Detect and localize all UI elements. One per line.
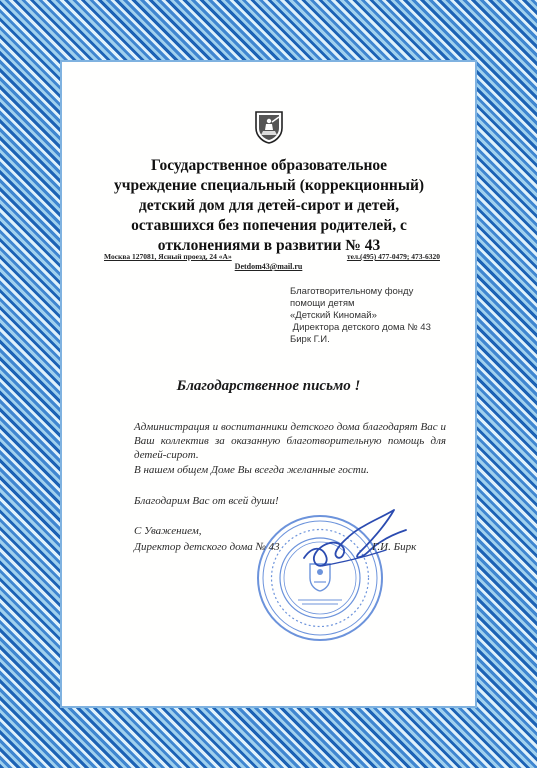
recipient-line-4: Директора детского дома № 43	[290, 322, 431, 333]
director-name: Г.И. Бирк	[372, 541, 417, 553]
header-line-3: детский дом для детей-сирот и детей,	[138, 197, 400, 214]
institution-header	[96, 156, 442, 256]
recipient-line-2: помощи детям	[290, 298, 355, 309]
header-line-2: учреждение специальный (коррекционный)	[113, 177, 425, 194]
body-paragraph-1: Администрация и воспитанники детского дома благодарят Вас и Ваш коллектив за оказанную благотворительную помощь для детей-сирот.	[134, 421, 446, 461]
recipient-line-1: Благотворительному фонду	[290, 286, 414, 297]
letter-title: Благодарственное письмо !	[176, 378, 361, 394]
header-line-4: оставшихся без попечения родителей, с	[131, 217, 407, 234]
director-signature-line	[134, 541, 446, 553]
closing-line: С Уважением,	[134, 525, 202, 537]
body-paragraph-3: Благодарим Вас от всей души!	[134, 495, 279, 507]
recipient-block	[290, 286, 450, 346]
recipient-line-5: Бирк Г.И.	[290, 334, 330, 345]
header-line-5: отклонениями в развитии № 43	[157, 237, 381, 254]
moscow-coat-of-arms-icon	[254, 110, 284, 144]
header-line-1: Государственное образовательное	[150, 157, 388, 174]
recipient-line-3: «Детский Киномай»	[290, 310, 377, 321]
postal-address: Москва 127081, Ясный проезд, 24 «А»	[104, 252, 232, 261]
phone-numbers: тел.(495) 477-0479; 473-6320	[346, 252, 440, 261]
address-line	[104, 252, 440, 261]
director-title: Директор детского дома № 43	[134, 541, 280, 553]
body-paragraph-2: В нашем общем Доме Вы всегда желанные гости.	[134, 464, 369, 476]
email-address: Detdom43@mail.ru	[234, 262, 303, 271]
